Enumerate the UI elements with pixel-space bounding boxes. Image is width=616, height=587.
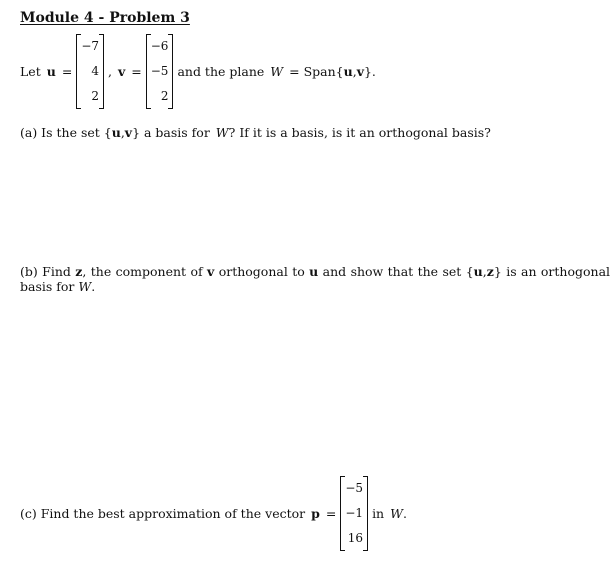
part-b-v: v xyxy=(207,264,215,279)
u-vector xyxy=(76,34,104,109)
part-a-comma: , xyxy=(120,125,125,140)
part-a xyxy=(20,125,491,140)
part-b-text-4: and show that the set { xyxy=(322,264,474,279)
v-entry-1: −6 xyxy=(150,38,169,53)
u-entry-3: 2 xyxy=(91,88,100,103)
span-close: }. xyxy=(363,63,376,79)
part-b xyxy=(20,264,610,294)
part-b-end: . xyxy=(91,279,96,294)
part-b-u2: u xyxy=(473,264,483,279)
part-a-w: W xyxy=(215,125,229,140)
w-symbol: W xyxy=(270,63,284,79)
part-c-end: . xyxy=(402,505,407,521)
equals-sign-2: = xyxy=(131,63,142,79)
v-vector xyxy=(146,34,174,109)
part-b-z: z xyxy=(75,264,83,279)
part-a-text-1: (a) Is the set { xyxy=(20,125,112,140)
part-c-in: in xyxy=(372,505,385,521)
part-b-text-3: orthogonal to xyxy=(218,264,305,279)
span-v: v xyxy=(356,63,364,79)
v-entry-2: −5 xyxy=(150,63,169,78)
let-label: Let xyxy=(20,63,41,79)
part-c-text-1: (c) Find the best approximation of the vector xyxy=(20,505,306,521)
problem-statement xyxy=(20,31,376,111)
part-b-comma: , xyxy=(482,264,487,279)
span-text: = Span{ xyxy=(289,63,344,79)
part-a-text-2: } a basis for xyxy=(132,125,210,140)
span-u: u xyxy=(343,63,353,79)
part-c-eq: = xyxy=(325,505,337,521)
p-entry-2: −1 xyxy=(345,505,364,520)
v-entry-3: 2 xyxy=(160,88,169,103)
span-comma: , xyxy=(352,63,357,79)
part-b-text-5: } is an orthogonal basis for xyxy=(20,264,611,294)
part-b-z2: z xyxy=(486,264,494,279)
p-entry-3: 16 xyxy=(347,530,364,545)
p-vector xyxy=(340,476,368,551)
part-b-text-1: (b) Find xyxy=(20,264,71,279)
v-symbol: v xyxy=(118,63,126,79)
p-entry-1: −5 xyxy=(345,480,364,495)
part-c xyxy=(20,473,407,553)
part-b-text-2: , the component of xyxy=(82,264,203,279)
part-c-p: p xyxy=(311,505,320,521)
plane-text: and the plane xyxy=(177,63,265,79)
part-b-u: u xyxy=(309,264,319,279)
part-b-w: W xyxy=(78,279,92,294)
part-c-w: W xyxy=(390,505,403,521)
part-a-u: u xyxy=(111,125,121,140)
u-entry-2: 4 xyxy=(91,63,100,78)
part-a-text-3: ? If it is a basis, is it an orthogonal basis? xyxy=(228,125,491,140)
u-symbol: u xyxy=(46,63,56,79)
page-title: Module 4 - Problem 3 xyxy=(20,10,190,26)
comma: , xyxy=(108,63,112,79)
part-a-v: v xyxy=(124,125,133,140)
equals-sign: = xyxy=(61,63,73,79)
u-entry-1: −7 xyxy=(81,38,100,53)
